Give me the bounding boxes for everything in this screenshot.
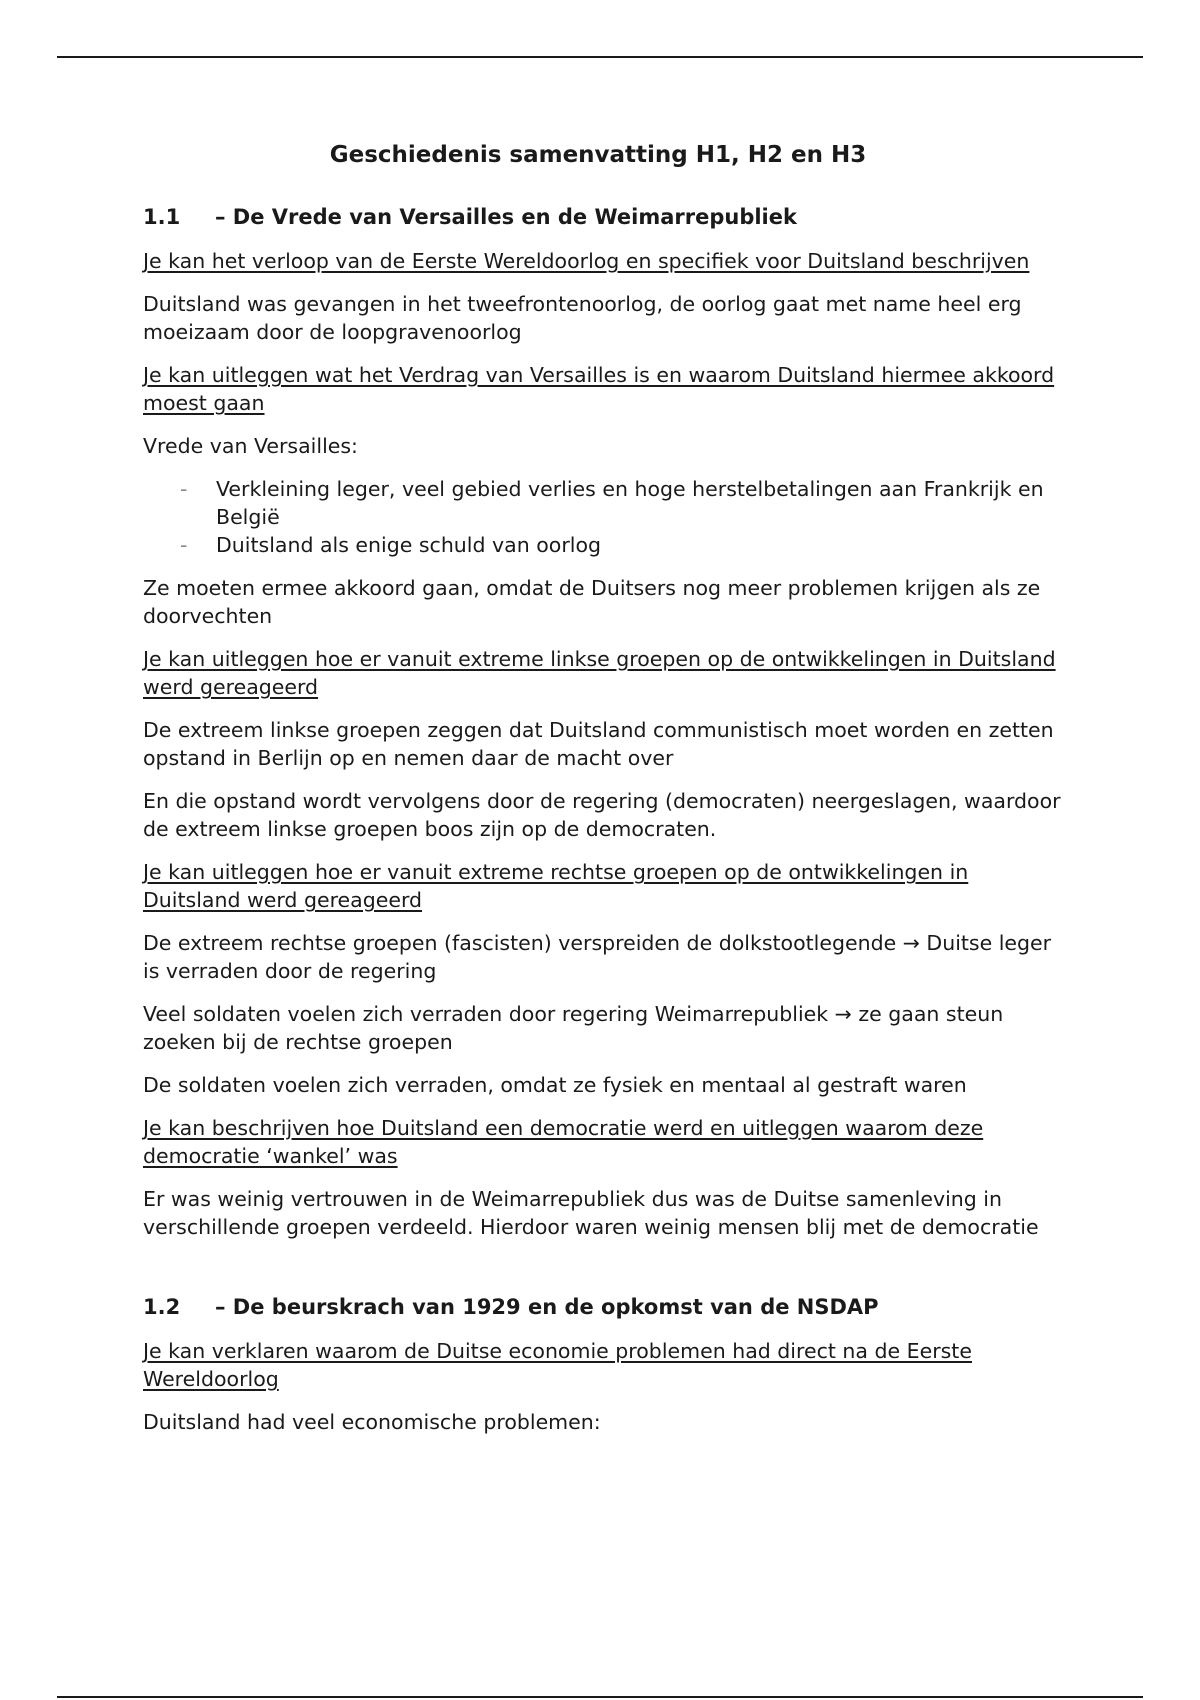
section-title: – De Vrede van Versailles en de Weimarrepubliek <box>215 205 797 229</box>
list-item-text: Duitsland als enige schuld van oorlog <box>216 533 601 557</box>
bullet-marker: - <box>180 477 188 501</box>
document-title: Geschiedenis samenvatting H1, H2 en H3 <box>329 142 867 168</box>
learning-goal: Je kan beschrijven hoe Duitsland een democratie werd en uitleggen waarom deze democratie ‘wankel’ was <box>143 1116 984 1168</box>
list-item <box>143 475 1063 531</box>
learning-goal: Je kan het verloop van de Eerste Wereldoorlog en specifiek voor Duitsland beschrijven <box>143 249 1030 273</box>
paragraph: Duitsland had veel economische problemen: <box>143 1410 601 1434</box>
paragraph: De extreem rechtse groepen (fascisten) verspreiden de dolkstootlegende → Duitse leger is verraden door de regering <box>143 931 1052 983</box>
paragraph: Vrede van Versailles: <box>143 434 358 458</box>
learning-goal: Je kan uitleggen hoe er vanuit extreme linkse groepen op de ontwikkelingen in Duitsland werd gereageerd <box>143 647 1056 699</box>
bullet-marker: - <box>180 533 188 557</box>
list-item <box>143 531 1063 559</box>
learning-goal: Je kan uitleggen hoe er vanuit extreme rechtse groepen op de ontwikkelingen in Duitsland werd gereageerd <box>143 860 969 912</box>
paragraph: Ze moeten ermee akkoord gaan, omdat de Duitsers nog meer problemen krijgen als ze doorvechten <box>143 576 1041 628</box>
list-item-text: Verkleining leger, veel gebied verlies en hoge herstelbetalingen aan Frankrijk en België <box>216 477 1044 529</box>
section-number: 1.2 <box>143 1295 181 1319</box>
paragraph: Veel soldaten voelen zich verraden door regering Weimarrepubliek → ze gaan steun zoeken bij de rechtse groepen <box>143 1002 1004 1054</box>
paragraph: Duitsland was gevangen in het tweefrontenoorlog, de oorlog gaat met name heel erg moeizaam door de loopgravenoorlog <box>143 292 1022 344</box>
paragraph: Er was weinig vertrouwen in de Weimarrepubliek dus was de Duitse samenleving in verschillende groepen verdeeld. Hierdoor waren weinig mensen blij met de democratie <box>143 1187 1039 1239</box>
paragraph: De extreem linkse groepen zeggen dat Duitsland communistisch moet worden en zetten opstand in Berlijn op en nemen daar de macht over <box>143 718 1054 770</box>
learning-goal: Je kan verklaren waarom de Duitse economie problemen had direct na de Eerste Wereldoorlog <box>143 1339 972 1391</box>
paragraph: En die opstand wordt vervolgens door de regering (democraten) neergeslagen, waardoor de extreem linkse groepen boos zijn op de democraten. <box>143 789 1061 841</box>
learning-goal: Je kan uitleggen wat het Verdrag van Versailles is en waarom Duitsland hiermee akkoord moest gaan <box>143 363 1055 415</box>
bullet-list <box>143 475 1063 559</box>
footer-rule <box>57 1696 1143 1698</box>
section-number: 1.1 <box>143 205 181 229</box>
document-page <box>143 142 1063 1451</box>
paragraph: De soldaten voelen zich verraden, omdat ze fysiek en mentaal al gestraft waren <box>143 1073 967 1097</box>
header-rule <box>57 56 1143 58</box>
section-title: – De beurskrach van 1929 en de opkomst van de NSDAP <box>215 1295 879 1319</box>
section-heading-1-1 <box>143 203 1063 231</box>
section-heading-1-2 <box>143 1293 1063 1321</box>
